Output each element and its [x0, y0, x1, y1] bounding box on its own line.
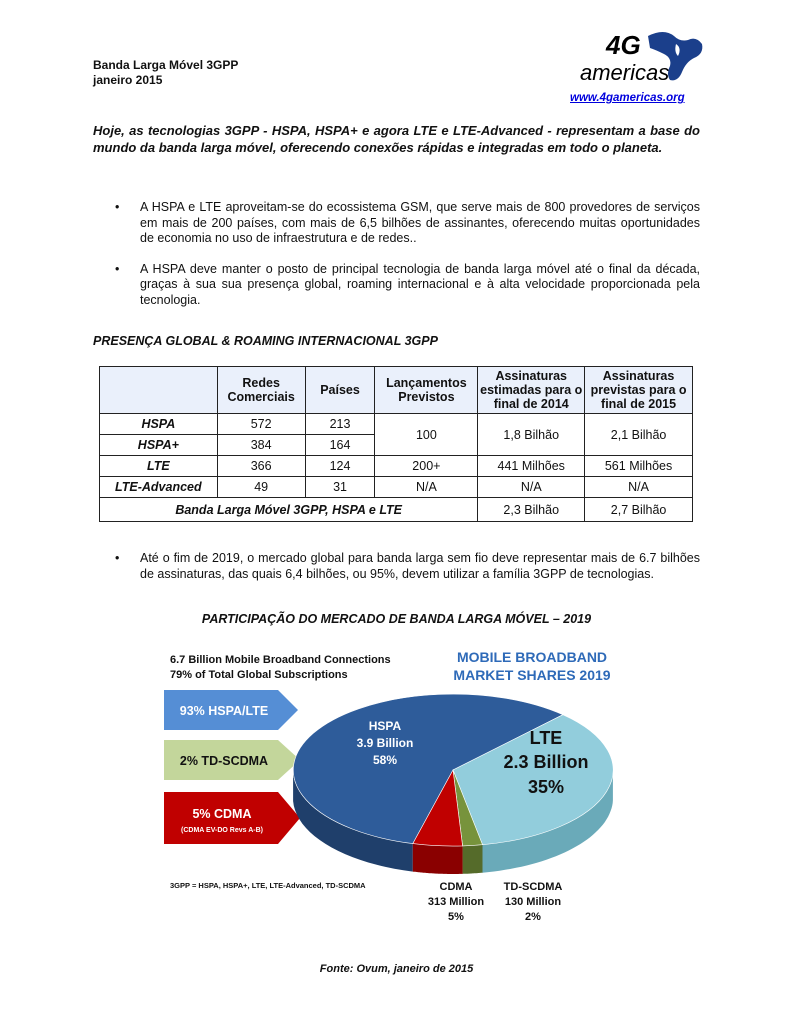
table-total-row — [100, 498, 693, 522]
table-header-cell: Lançamentos Previstos — [375, 367, 478, 414]
table-header-cell: Assinaturas previstas para o final de 2015 — [585, 367, 693, 414]
chart-heading: PARTICIPAÇÃO DO MERCADO DE BANDA LARGA MÓVEL – 2019 — [201, 612, 592, 626]
slice-label-value: 3.9 Billion — [356, 736, 414, 750]
presence-roaming-table — [99, 366, 693, 522]
slice-label-name: HSPA — [368, 719, 402, 733]
slice-label-pct: 58% — [372, 753, 398, 767]
row-label: LTE-Advanced — [100, 477, 218, 498]
table-cell: 441 Milhões — [478, 456, 585, 477]
slice-label-pct: 2% — [525, 911, 541, 923]
table-header-cell: Países — [305, 367, 375, 414]
4g-americas-logo — [578, 26, 708, 88]
arrow-label: 5% CDMA — [192, 807, 252, 821]
chart-footnote: 3GPP = HSPA, HSPA+, LTE, LTE-Advanced, TD-SCDMA — [170, 881, 366, 890]
slice-label-name: TD-SCDMA — [503, 881, 563, 893]
row-label: HSPA+ — [100, 435, 218, 456]
slice-label-pct: 35% — [527, 777, 565, 797]
intro-paragraph: Hoje, as tecnologias 3GPP - HSPA, HSPA+ e agora LTE e LTE-Advanced - representam a base do mundo da banda larga móvel, oferecendo conexões rápidas e integradas em todo o planeta. — [93, 123, 700, 155]
bullet-item: • A HSPA deve manter o posto de principal tecnologia de banda larga móvel até o final da década, graças à sua sua presença global, roaming internacional e à alta velocidade proporcionada pela tecnologia. — [93, 262, 700, 309]
table-cell: 164 — [305, 435, 375, 456]
table-cell: N/A — [585, 477, 693, 498]
table-cell: N/A — [375, 477, 478, 498]
bullet-item: • Até o fim de 2019, o mercado global para banda larga sem fio deve representar mais de 6.7 bilhões de assinaturas, das quais 6,4 bilhões, ou 95%, devem utilizar a família 3GPP de tecnologias. — [93, 551, 700, 582]
table-row — [100, 477, 693, 498]
slice-label-name: CDMA — [439, 881, 473, 893]
document-title: Banda Larga Móvel 3GPP — [93, 58, 239, 72]
table-cell: 31 — [305, 477, 375, 498]
table-section-title: PRESENÇA GLOBAL & ROAMING INTERNACIONAL 3GPP — [93, 334, 438, 348]
logo-americas-text: americas — [580, 60, 670, 85]
row-label: LTE — [100, 456, 218, 477]
table-cell: 100 — [375, 414, 478, 456]
document-header — [93, 58, 238, 88]
document-date: janeiro 2015 — [93, 73, 163, 87]
table-cell: 384 — [217, 435, 305, 456]
table-cell: 124 — [305, 456, 375, 477]
table-cell: 2,7 Bilhão — [585, 498, 693, 522]
source-note: Fonte: Ovum, janeiro de 2015 — [319, 963, 474, 975]
row-label: HSPA — [100, 414, 218, 435]
pie-side-cdma — [413, 844, 463, 874]
logo-4g-text: 4G — [606, 30, 641, 60]
table-header-row — [100, 367, 693, 414]
chart-subtitle-line: 6.7 Billion Mobile Broadband Connections — [170, 654, 391, 666]
chart-title-line: MARKET SHARES 2019 — [453, 667, 611, 683]
table-cell: 2,3 Bilhão — [478, 498, 585, 522]
table-cell: 2,1 Bilhão — [585, 414, 693, 456]
total-label: Banda Larga Móvel 3GPP, HSPA e LTE — [100, 498, 478, 522]
slice-label-value: 313 Million — [427, 896, 485, 908]
table-cell: 366 — [217, 456, 305, 477]
table-row — [100, 456, 693, 477]
table-cell: 1,8 Bilhão — [478, 414, 585, 456]
arrow-label: 2% TD-SCDMA — [179, 754, 269, 768]
table-cell: 572 — [217, 414, 305, 435]
table-cell: N/A — [478, 477, 585, 498]
table-row — [100, 414, 693, 435]
pie-side-td-scdma — [463, 845, 483, 874]
slice-label-value: 130 Million — [504, 896, 562, 908]
slice-label-pct: 5% — [448, 911, 464, 923]
bullet-list-forecast — [93, 551, 700, 582]
table-header-cell: Redes Comerciais — [217, 367, 305, 414]
table-cell: 213 — [305, 414, 375, 435]
table-cell: 561 Milhões — [585, 456, 693, 477]
arrow-callout-td-scdma — [164, 740, 300, 780]
arrow-callout-hspa-lte — [164, 690, 298, 730]
slice-label-cdma — [428, 881, 485, 923]
chart-subtitle-line: 79% of Total Global Subscriptions — [170, 669, 348, 681]
bullet-item: • A HSPA e LTE aproveitam-se do ecossistema GSM, que serve mais de 800 provedores de serviços em mais de 200 países, com mais de 6,5 bilhões de assinantes, oferecendo muitas oportunidades de economia no uso de infraestrutura e de redes.. — [93, 200, 700, 247]
arrow-sublabel: (CDMA EV-DO Revs A-B) — [181, 827, 263, 834]
website-link[interactable]: www.4gamericas.org — [570, 92, 685, 104]
bullet-list-ecosystem — [93, 200, 700, 308]
arrow-label: 93% HSPA/LTE — [179, 704, 269, 718]
table-header-cell: Assinaturas estimadas para o final de 2014 — [478, 367, 585, 414]
chart-title-line: MOBILE BROADBAND — [456, 649, 608, 665]
market-share-pie-chart — [160, 640, 720, 930]
arrow-callout-cdma — [164, 792, 300, 844]
table-cell: 49 — [217, 477, 305, 498]
table-cell: 200+ — [375, 456, 478, 477]
table-header-cell — [100, 367, 218, 414]
slice-label-name: LTE — [529, 728, 563, 748]
slice-label-value: 2.3 Billion — [503, 752, 589, 772]
slice-label-td-scdma — [504, 881, 563, 923]
